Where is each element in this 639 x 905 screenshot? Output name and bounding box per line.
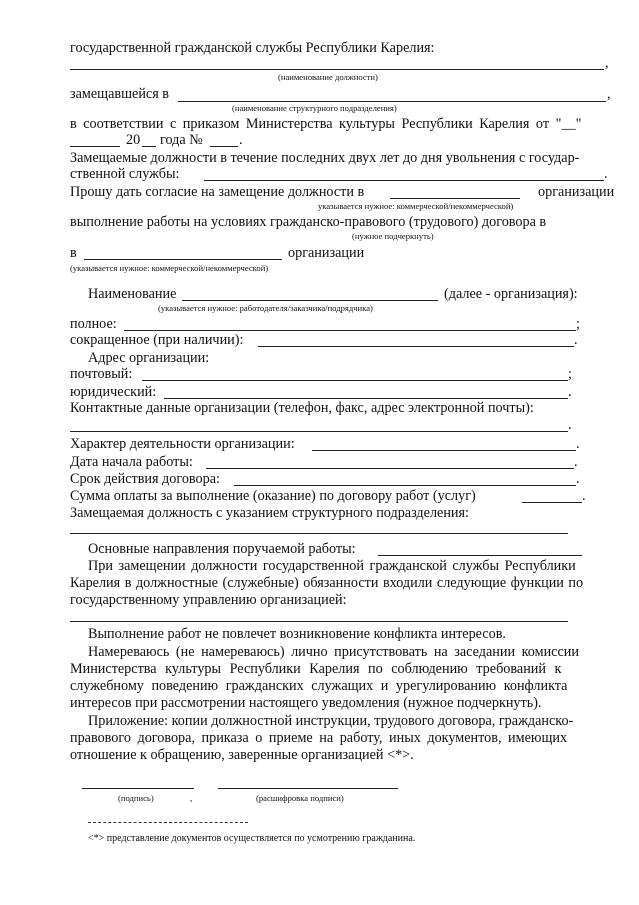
functions-line xyxy=(70,621,568,622)
payment-line xyxy=(522,502,582,503)
semicolon-mark: ; xyxy=(576,316,580,332)
positions-line1: Замещаемые должности в течение последних двух лет до дня увольнения с государ- xyxy=(70,150,580,166)
footnote-separator xyxy=(88,822,248,823)
period-mark: . xyxy=(574,332,578,348)
short-name-line xyxy=(258,346,574,347)
semicolon-mark: ; xyxy=(568,366,572,382)
in-org: организации xyxy=(288,245,365,261)
order-year-line xyxy=(142,146,156,147)
term-line xyxy=(234,485,576,486)
period-mark: . xyxy=(574,454,578,470)
position-dept-label: Замещаемая должность с указанием структурного подразделения: xyxy=(70,505,469,521)
intent-line1: Намереваюсь (не намереваюсь) лично присутствовать на заседании комиссии xyxy=(88,644,579,660)
stray-mark: , xyxy=(190,793,193,803)
contacts-label: Контактные данные организации (телефон, факс, адрес электронной почты): xyxy=(70,400,534,416)
appendix-line2: правового договора, приказа о приеме на работу, иных документов, имеющих xyxy=(70,730,568,746)
legal-line xyxy=(164,398,568,399)
positions-line2: ственной службы: xyxy=(70,166,180,182)
contract-line: выполнение работы на условиях гражданско-правового (трудового) договора в xyxy=(70,214,547,230)
hint-decoding: (расшифровка подписи) xyxy=(256,793,344,803)
decoding-line xyxy=(218,788,398,789)
position-name-line xyxy=(70,69,604,70)
hint-underline: (нужное подчеркнуть) xyxy=(352,231,434,241)
in-org-line xyxy=(84,259,282,260)
short-label: сокращенное (при наличии): xyxy=(70,332,244,348)
payment-label: Сумма оплаты за выполнение (оказание) по договору работ (услуг) xyxy=(70,488,476,504)
start-label: Дата начала работы: xyxy=(70,454,193,470)
period-mark: . xyxy=(568,384,572,400)
functions-line3: государственному управлению организацией: xyxy=(70,592,347,608)
order-number-line xyxy=(210,146,238,147)
period-mark: . xyxy=(604,166,608,182)
period-mark: . xyxy=(239,132,243,148)
contacts-line xyxy=(70,431,568,432)
hint-commercial: указывается нужное: коммерческой/некоммерческой) xyxy=(318,201,514,211)
full-label: полное: xyxy=(70,316,117,332)
consent-text: Прошу дать согласие на замещение должности в xyxy=(70,184,365,200)
consent-org: организации xyxy=(538,184,615,200)
intro-line: государственной гражданской службы Республики Карелия: xyxy=(70,40,435,56)
intent-line4: интересов при рассмотрении настоящего уведомления (нужное подчеркнуть). xyxy=(70,695,542,711)
period-mark: . xyxy=(568,417,572,433)
signature-line xyxy=(82,788,194,789)
in-label: в xyxy=(70,245,77,261)
directions-line xyxy=(378,555,582,556)
hint-commercial2: (указывается нужное: коммерческой/некоммерческой) xyxy=(70,263,269,273)
postal-line xyxy=(142,380,568,381)
intent-line2: Министерства культуры Республики Карелия по соблюдению требований к xyxy=(70,661,562,677)
legal-label: юридический: xyxy=(70,384,157,400)
comma-mark: , xyxy=(605,55,609,71)
full-name-line xyxy=(124,330,576,331)
footnote: <*> представление документов осуществляется по усмотрению гражданина. xyxy=(88,833,416,844)
period-mark: . xyxy=(576,471,580,487)
order-year-post: года № xyxy=(160,132,203,148)
consent-org-line xyxy=(390,198,520,199)
comma-mark: , xyxy=(607,86,611,102)
subdivision-line xyxy=(178,101,606,102)
start-line xyxy=(206,468,574,469)
hint-signature: (подпись) xyxy=(118,793,154,803)
functions-line2: Карелия в должностные (служебные) обязанности входили следующие функции по xyxy=(70,575,584,591)
name-suffix: (далее - организация): xyxy=(444,286,578,302)
order-day-line xyxy=(70,146,120,147)
order-line: в соответствии с приказом Министерства культуры Республики Карелия от "__" xyxy=(70,116,582,132)
functions-line1: При замещении должности государственной гражданской службы Республики xyxy=(88,558,576,574)
period-mark: . xyxy=(576,436,580,452)
postal-label: почтовый: xyxy=(70,366,133,382)
no-conflict: Выполнение работ не повлечет возникновение конфликта интересов. xyxy=(88,626,506,642)
term-label: Срок действия договора: xyxy=(70,471,220,487)
name-line xyxy=(182,300,438,301)
position-dept-line xyxy=(70,533,568,534)
positions-line xyxy=(204,180,604,181)
name-label: Наименование xyxy=(88,286,177,302)
intent-line3: служебному поведению гражданских служащих и урегулированию конфликта xyxy=(70,678,568,694)
hint-employer: (указывается нужное: работодателя/заказчика/подрядчика) xyxy=(158,303,373,313)
hint-position: (наименование должности) xyxy=(278,72,378,82)
address-label: Адрес организации: xyxy=(88,350,210,366)
appendix-line3: отношение к обращению, заверенные организацией <*>. xyxy=(70,747,414,763)
activity-label: Характер деятельности организации: xyxy=(70,436,295,452)
hint-subdivision: (наименование структурного подразделения) xyxy=(232,103,397,113)
directions-label: Основные направления поручаемой работы: xyxy=(88,541,356,557)
activity-line xyxy=(312,450,576,451)
period-mark: . xyxy=(582,488,586,504)
appendix-line1: Приложение: копии должностной инструкции, трудового договора, гражданско- xyxy=(88,713,574,729)
order-year-pre: 20 xyxy=(126,132,141,148)
held-position-label: замещавшейся в xyxy=(70,86,169,102)
